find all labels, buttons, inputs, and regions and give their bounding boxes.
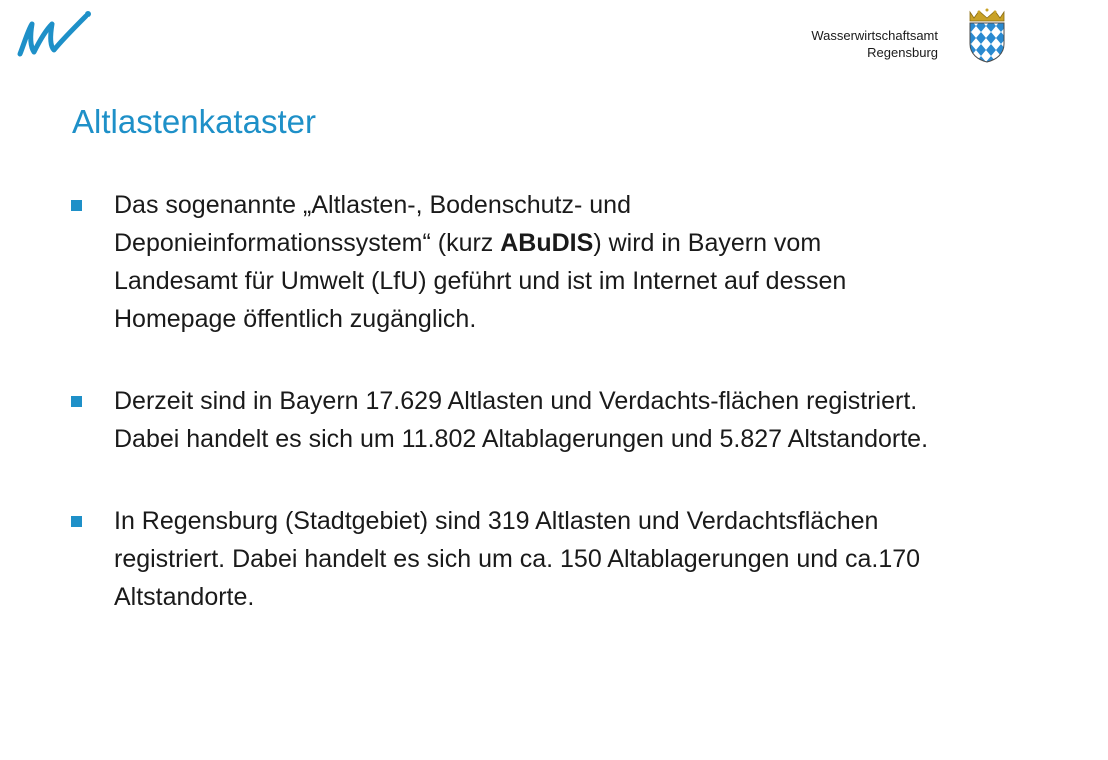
bullet-text	[114, 186, 940, 338]
bullet-text-bold: ABuDIS	[500, 229, 594, 257]
bullet-text-after: ) wird in Bayern vom Landesamt für Umwelt (LfU) geführt und ist im Internet auf dessen Homepage öffentlich zugänglich.	[114, 229, 847, 333]
bullet-text: In Regensburg (Stadtgebiet) sind 319 Altlasten und Verdachtsflächen registriert. Dabei handelt es sich um ca. 150 Altablagerungen und ca.170 Altstandorte.	[114, 507, 921, 611]
bullet-text-before: Das sogenannte „Altlasten-, Bodenschutz- und Deponieinformationssystem“ (kurz	[114, 191, 631, 257]
bullet-item	[70, 186, 940, 338]
bullet-marker-icon	[71, 200, 82, 211]
office-name	[811, 27, 938, 61]
bullet-item	[70, 502, 940, 616]
bullet-list	[70, 186, 940, 660]
bullet-marker-icon	[71, 396, 82, 407]
bullet-marker-icon	[71, 516, 82, 527]
bullet-item	[70, 382, 940, 458]
ww-logo-icon	[16, 8, 96, 64]
office-name-line1: Wasserwirtschaftsamt	[811, 28, 938, 43]
slide-title: Altlastenkataster	[72, 103, 316, 140]
office-name-line2: Regensburg	[867, 45, 938, 60]
bullet-text: Derzeit sind in Bayern 17.629 Altlasten und Verdachts-flächen registriert. Dabei handelt es sich um 11.802 Altablagerungen und 5.827 Altstandorte.	[114, 387, 929, 453]
bavarian-coat-of-arms-icon	[966, 8, 1008, 64]
